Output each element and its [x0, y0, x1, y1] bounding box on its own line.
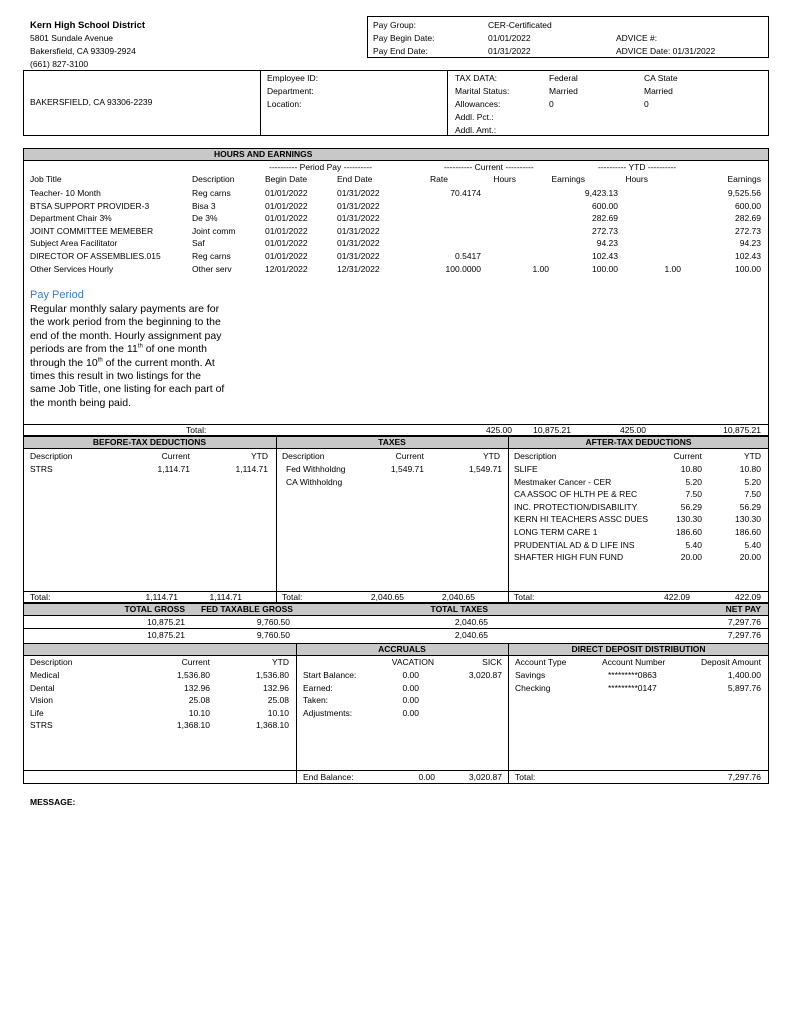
marital-status-state: Married [644, 86, 673, 96]
accrual-row-cell: Start Balance: [303, 670, 357, 680]
col-current-hours: Hours [493, 174, 516, 184]
earnings-row [30, 225, 761, 238]
after-tax-row [514, 551, 761, 564]
tax-row [286, 463, 502, 476]
total-gross-label: TOTAL GROSS [124, 604, 185, 614]
after-tax-row-cell: 56.29 [680, 501, 702, 512]
pay-period-text: Regular monthly salary payments are for the work period from the beginning to the end of the month. Hourly assignment pay periods are from the 11th of one month through the 10th of the current month. At times this result in two listings for the same Job Title, one listing for each part of the month being paid. [30, 303, 225, 409]
pay-group-value: CER-Certificated [488, 20, 552, 30]
hours-earnings-header-bar [23, 148, 769, 161]
earnings-table [30, 187, 761, 275]
after-tax-row-cell: Mestmaker Cancer - CER [514, 476, 612, 487]
advice-date: ADVICE Date: 01/31/2022 [616, 46, 716, 56]
col-end-date: End Date [337, 174, 373, 184]
accrual-row-cell: Earned: [303, 682, 333, 693]
earnings-row-cell: 0.5417 [455, 250, 481, 261]
tax-federal-header: Federal [549, 73, 578, 83]
before-tax-title: BEFORE-TAX DEDUCTIONS [92, 437, 207, 447]
tax-row-cell: 1,549.71 [390, 464, 424, 474]
after-tax-row [514, 488, 761, 501]
col-ytd-earnings: Earnings [727, 174, 761, 184]
summary-value: 2,040.65 [454, 617, 488, 627]
earnings-row-cell [481, 187, 549, 200]
col-begin-date: Begin Date [265, 174, 308, 184]
benefit-row-cell: 25.08 [267, 695, 289, 706]
employer-phone: (661) 827-3100 [30, 59, 89, 69]
accrual-row-cell [419, 694, 502, 707]
earnings-row [30, 263, 761, 276]
after-tax-row-cell: 130.30 [676, 514, 702, 525]
location-label: Location: [267, 99, 302, 109]
employee-city-line: BAKERSFIELD, CA 93306-2239 [30, 97, 153, 107]
earnings-row-cell [618, 237, 681, 250]
benefit-row-cell: STRS [30, 720, 53, 731]
deposit-col-amount: Deposit Amount [700, 657, 761, 667]
earnings-row-cell: 100.00 [735, 263, 761, 274]
tax-state-header: CA State [644, 73, 678, 83]
earnings-row-cell [400, 225, 481, 238]
earnings-row-cell [618, 200, 681, 213]
benefit-row-cell: Vision [30, 695, 53, 706]
deposit-row [515, 682, 761, 695]
benefit-row-cell: 10.10 [188, 707, 210, 718]
earnings-row-cell: 01/01/2022 [265, 225, 308, 236]
before-tax-row-cell: 1,114.71 [235, 464, 268, 474]
taxes-col-current: Current [395, 451, 424, 461]
after-tax-row [514, 463, 761, 476]
deposit-total-label: Total: [515, 772, 536, 782]
after-tax-row-cell: SHAFTER HIGH FUN FUND [514, 552, 624, 563]
col-rate: Rate [430, 174, 448, 184]
allowances-federal: 0 [549, 99, 554, 109]
after-tax-row-cell: 186.60 [676, 526, 702, 537]
after-tax-total-current: 422.09 [664, 592, 690, 602]
before-tax-total-current: 1,114.71 [145, 592, 178, 602]
deposit-row-cell: *********0863 [608, 670, 657, 680]
accruals-title: ACCRUALS [378, 644, 426, 654]
earnings-row-cell [400, 212, 481, 225]
summary-value: 9,760.50 [256, 630, 290, 640]
after-tax-row-cell: 20.00 [680, 552, 702, 563]
earnings-row-cell: 12/01/2022 [265, 263, 308, 274]
taxes-total-ytd: 2,040.65 [441, 592, 475, 602]
deposit-col-account-type: Account Type [515, 657, 567, 667]
earnings-row-cell: 1.00 [532, 263, 549, 274]
deposit-row [515, 669, 761, 682]
tax-row-cell: 1,549.71 [468, 464, 502, 474]
after-tax-row-cell: 7.50 [744, 489, 761, 500]
before-tax-row-cell: 1,114.71 [157, 464, 190, 474]
earnings-row-cell: Other Services Hourly [30, 263, 114, 274]
deposit-col-account-number: Account Number [602, 657, 666, 667]
earnings-row-cell: 01/01/2022 [265, 188, 308, 198]
earnings-row [30, 200, 761, 213]
hours-earnings-title: HOURS AND EARNINGS [214, 149, 313, 159]
after-tax-total-label: Total: [514, 592, 535, 602]
earnings-row [30, 212, 761, 225]
accruals-col-sick: SICK [482, 657, 502, 667]
earnings-row-cell: Joint comm [192, 225, 236, 236]
earnings-row-cell: 9,525.56 [727, 188, 761, 198]
pay-begin-value: 01/01/2022 [488, 33, 531, 43]
accrual-row-cell: 0.00 [402, 682, 419, 693]
marital-status-federal: Married [549, 86, 578, 96]
allowances-label: Allowances: [455, 99, 501, 109]
deposit-row-cell: Checking [515, 682, 551, 693]
after-tax-row-cell: LONG TERM CARE 1 [514, 526, 598, 537]
earnings-row-cell: Subject Area Facilitator [30, 238, 118, 249]
earnings-row-cell: Other serv [192, 263, 232, 274]
deposit-table [515, 669, 761, 694]
col-ytd-hours: Hours [625, 174, 648, 184]
pay-begin-label: Pay Begin Date: [373, 33, 435, 43]
benefits-col-ytd: YTD [272, 657, 289, 667]
after-tax-col-current: Current [673, 451, 702, 461]
earnings-row [30, 250, 761, 263]
tax-row-cell [366, 476, 424, 489]
earnings-row-cell: Reg carns [192, 250, 231, 261]
earnings-row-cell [400, 237, 481, 250]
current-header: ---------- Current ---------- [444, 162, 534, 172]
benefit-row-cell: Dental [30, 682, 55, 693]
col-description: Description [192, 174, 235, 184]
after-tax-row-cell: 5.20 [744, 476, 761, 487]
after-tax-row-cell: 10.80 [739, 464, 761, 474]
period-pay-header: ---------- Period Pay ---------- [269, 162, 372, 172]
taxes-col-ytd: YTD [483, 451, 500, 461]
earnings-total-label: Total: [186, 425, 207, 435]
summary-value: 9,760.50 [256, 617, 290, 627]
accrual-row [303, 694, 502, 707]
end-balance-vacation: 0.00 [418, 772, 435, 782]
benefit-row-cell: 25.08 [188, 695, 210, 706]
tax-row-cell: CA Withholdng [286, 476, 343, 487]
tax-data-label: TAX DATA: [455, 73, 498, 83]
earnings-row-cell [618, 250, 681, 263]
earnings-row-cell: 01/31/2022 [337, 200, 380, 211]
after-tax-row [514, 476, 761, 489]
earnings-row-cell: Saf [192, 238, 205, 249]
before-tax-total-label: Total: [30, 592, 51, 602]
after-tax-row-cell: PRUDENTIAL AD & D LIFE INS [514, 539, 635, 550]
col-job-title: Job Title [30, 174, 62, 184]
earnings-total-hours: 425.00 [486, 425, 512, 435]
earnings-row-cell [481, 200, 549, 213]
earnings-row-cell: 94.23 [596, 238, 618, 249]
after-tax-row-cell: KERN HI TEACHERS ASSC DUES [514, 514, 648, 525]
after-tax-col-ytd: YTD [744, 451, 761, 461]
earnings-row-cell: 272.73 [735, 225, 761, 236]
earnings-row-cell: 100.0000 [445, 263, 481, 274]
allowances-state: 0 [644, 99, 649, 109]
earnings-row-cell [481, 212, 549, 225]
after-tax-row-cell: 20.00 [739, 552, 761, 563]
accrual-row-cell: 0.00 [402, 695, 419, 706]
earnings-row-cell: 282.69 [735, 213, 761, 224]
benefit-row-cell: 10.10 [267, 707, 289, 718]
pay-period-title: Pay Period [30, 289, 84, 301]
earnings-total-earnings: 10,875.21 [533, 425, 571, 435]
earnings-row-cell: 272.73 [592, 225, 618, 236]
after-tax-table [514, 463, 761, 564]
pay-end-label: Pay End Date: [373, 46, 428, 56]
deposit-row-cell: 5,897.76 [727, 682, 761, 693]
earnings-row [30, 187, 761, 200]
before-tax-total-ytd: 1,114.71 [209, 592, 242, 602]
accrual-row-cell: 3,020.87 [468, 670, 502, 680]
earnings-row-cell: 12/31/2022 [337, 263, 380, 274]
summary-value: 2,040.65 [454, 630, 488, 640]
benefits-col-desc: Description [30, 657, 73, 667]
summary-value: 10,875.21 [147, 617, 185, 627]
after-tax-row-cell: 5.40 [685, 539, 702, 550]
earnings-row-cell: Bisa 3 [192, 200, 216, 211]
after-tax-row-cell: 7.50 [685, 489, 702, 500]
department-label: Department: [267, 86, 314, 96]
earnings-row-cell: Teacher- 10 Month [30, 188, 101, 198]
before-tax-row [30, 463, 268, 476]
pay-group-label: Pay Group: [373, 20, 416, 30]
after-tax-row-cell: INC. PROTECTION/DISABILITY [514, 501, 638, 512]
earnings-row-cell: 01/31/2022 [337, 225, 380, 236]
employee-id-label: Employee ID: [267, 73, 319, 83]
message-label: MESSAGE: [30, 797, 76, 807]
earnings-row-cell: 1.00 [664, 263, 681, 274]
earnings-row-cell [400, 200, 481, 213]
earnings-row-cell: 94.23 [739, 238, 761, 249]
accrual-row-cell: 0.00 [402, 707, 419, 718]
accrual-row [303, 707, 502, 720]
earnings-row-cell: 01/01/2022 [265, 238, 308, 249]
addl-amt-label: Addl. Amt.: [455, 125, 497, 135]
tax-row-cell: Fed Withholdng [286, 464, 346, 474]
earnings-total-ytd-earnings: 10,875.21 [723, 425, 761, 435]
earnings-row-cell: 282.69 [592, 213, 618, 224]
after-tax-col-desc: Description [514, 451, 557, 461]
benefit-row [30, 707, 289, 720]
taxes-table [286, 463, 502, 488]
earnings-row-cell: 01/31/2022 [337, 238, 380, 249]
accrual-row-cell: 0.00 [402, 670, 419, 680]
benefit-row-cell: 1,536.80 [255, 670, 289, 680]
total-taxes-label: TOTAL TAXES [430, 604, 488, 614]
earnings-row-cell: 01/31/2022 [337, 213, 380, 224]
earnings-row-cell: 01/31/2022 [337, 250, 380, 261]
earnings-row-cell: Reg carns [192, 188, 231, 198]
employer-name: Kern High School District [30, 20, 146, 31]
earnings-row-cell: 102.43 [592, 250, 618, 261]
after-tax-row-cell: CA ASSOC OF HLTH PE & REC [514, 489, 638, 500]
earnings-row-cell: 9,423.13 [584, 188, 618, 198]
deposit-row-cell: Savings [515, 670, 546, 680]
fed-taxable-gross-label: FED TAXABLE GROSS [201, 604, 293, 614]
benefit-row-cell: 132.96 [263, 682, 289, 693]
deposit-total-amount: 7,297.76 [727, 772, 761, 782]
earnings-row-cell: DIRECTOR OF ASSEMBLIES.015 [30, 250, 161, 261]
accrual-row [303, 682, 502, 695]
before-tax-col-current: Current [161, 451, 190, 461]
end-balance-sick: 3,020.87 [468, 772, 502, 782]
after-tax-row [514, 526, 761, 539]
benefit-row-cell: 1,536.80 [176, 670, 210, 680]
benefit-row [30, 669, 289, 682]
accruals-col-vacation: VACATION [391, 657, 434, 667]
after-tax-title: AFTER-TAX DEDUCTIONS [585, 437, 692, 447]
earnings-row-cell: 70.4174 [450, 188, 481, 198]
benefits-table [30, 669, 289, 732]
tax-row-cell [424, 476, 502, 489]
addl-pct-label: Addl. Pct.: [455, 112, 494, 122]
after-tax-row-cell: 186.60 [735, 526, 761, 537]
marital-status-label: Marital Status: [455, 86, 510, 96]
after-tax-row [514, 501, 761, 514]
earnings-row-cell [481, 225, 549, 238]
earnings-row-cell: JOINT COMMITTEE MEMEBER [30, 225, 154, 236]
taxes-title: TAXES [378, 437, 406, 447]
after-tax-row-cell: 56.29 [739, 501, 761, 512]
taxes-total-current: 2,040.65 [370, 592, 404, 602]
tax-row [286, 476, 502, 489]
earnings-row-cell: 600.00 [735, 200, 761, 211]
earnings-row-cell [481, 237, 549, 250]
earnings-row-cell: 102.43 [735, 250, 761, 261]
benefits-col-current: Current [181, 657, 210, 667]
col-current-earnings: Earnings [551, 174, 585, 184]
ytd-header: ---------- YTD ---------- [598, 162, 677, 172]
accrual-row-cell: Adjustments: [303, 707, 353, 718]
earnings-row-cell [618, 225, 681, 238]
after-tax-row-cell: 5.20 [685, 476, 702, 487]
deposit-row-cell: 1,400.00 [727, 670, 761, 680]
earnings-row-cell: 01/01/2022 [265, 250, 308, 261]
accrual-row-cell: Taken: [303, 695, 329, 706]
earnings-row [30, 237, 761, 250]
benefit-row [30, 694, 289, 707]
benefit-row [30, 719, 289, 732]
taxes-total-label: Total: [282, 592, 303, 602]
before-tax-table [30, 463, 268, 476]
after-tax-row [514, 513, 761, 526]
accruals-table [303, 669, 502, 719]
end-balance-label: End Balance: [303, 772, 354, 782]
after-tax-row-cell: 10.80 [680, 464, 702, 474]
advice-number-label: ADVICE #: [616, 33, 658, 43]
pay-end-value: 01/31/2022 [488, 46, 531, 56]
earnings-row-cell: Department Chair 3% [30, 213, 112, 224]
direct-deposit-title: DIRECT DEPOSIT DISTRIBUTION [571, 644, 706, 654]
earnings-total-ytd-hours: 425.00 [620, 425, 646, 435]
summary-value: 7,297.76 [727, 617, 761, 627]
after-tax-row [514, 539, 761, 552]
employer-address-1: 5801 Sundale Avenue [30, 33, 114, 43]
earnings-row-cell: 01/01/2022 [265, 213, 308, 224]
benefit-row [30, 682, 289, 695]
after-tax-row-cell: 5.40 [744, 539, 761, 550]
after-tax-row-cell: 130.30 [735, 514, 761, 525]
earnings-row-cell [618, 212, 681, 225]
earnings-row-cell: BTSA SUPPORT PROVIDER-3 [30, 200, 150, 211]
before-tax-row-cell: STRS [30, 464, 53, 474]
employer-address-2: Bakersfield, CA 93309-2924 [30, 46, 136, 56]
benefit-row-cell: 1,368.10 [176, 720, 210, 731]
earnings-row-cell: 01/01/2022 [265, 200, 308, 211]
earnings-row-cell: 01/31/2022 [337, 188, 380, 198]
summary-value: 7,297.76 [727, 630, 761, 640]
earnings-row-cell: 600.00 [592, 200, 618, 211]
benefit-row-cell: 132.96 [184, 682, 210, 693]
net-pay-label: NET PAY [725, 604, 761, 614]
earnings-row-cell: De 3% [192, 213, 218, 224]
earnings-row-cell: 100.00 [592, 263, 618, 274]
before-tax-col-ytd: YTD [251, 451, 268, 461]
before-tax-col-desc: Description [30, 451, 73, 461]
accrual-row-cell [419, 707, 502, 720]
accrual-row-cell [419, 682, 502, 695]
after-tax-row-cell: SLIFE [514, 464, 538, 474]
benefit-row-cell: Life [30, 707, 44, 718]
benefit-row-cell: 1,368.10 [255, 720, 289, 731]
earnings-row-cell [618, 187, 681, 200]
taxes-col-desc: Description [282, 451, 325, 461]
earnings-row-cell [481, 250, 549, 263]
accrual-row [303, 669, 502, 682]
after-tax-total-ytd: 422.09 [735, 592, 761, 602]
benefit-row-cell: Medical [30, 670, 60, 680]
summary-value: 10,875.21 [147, 630, 185, 640]
deposit-row-cell: *********0147 [608, 682, 657, 693]
